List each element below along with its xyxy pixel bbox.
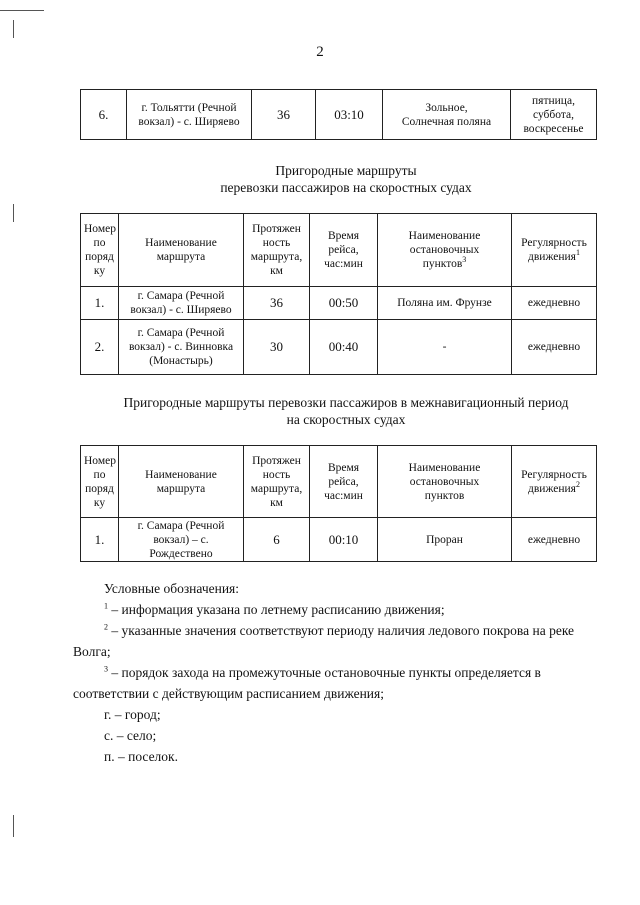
route-length: 30 bbox=[244, 320, 310, 375]
route-length: 6 bbox=[244, 518, 310, 562]
route-length: 36 bbox=[244, 287, 310, 320]
stops: Зольное, Солнечная поляна bbox=[383, 90, 511, 140]
route-name: г. Тольятти (Речной вокзал) - с. Ширяево bbox=[127, 90, 252, 140]
footnote-ref-2: 2 bbox=[575, 479, 580, 489]
header-length: Протяжен ность маршрута, км bbox=[244, 214, 310, 287]
stops: Проран bbox=[378, 518, 512, 562]
header-length: Протяжен ность маршрута, км bbox=[244, 446, 310, 518]
trip-time: 00:40 bbox=[310, 320, 378, 375]
footnote-ref-1: 1 bbox=[575, 248, 580, 258]
route-length: 36 bbox=[252, 90, 316, 140]
legend-city: г. – город; bbox=[104, 707, 161, 722]
trip-time: 00:10 bbox=[310, 518, 378, 562]
trip-time: 00:50 bbox=[310, 287, 378, 320]
section-title-speed-vessels: Пригородные маршруты перевозки пассажиров на скоростных судах bbox=[220, 163, 472, 195]
header-trip-time: Время рейса, час:мин bbox=[310, 214, 378, 287]
legend-note-3: $^3$ – порядок захода на промежуточные остановочные пункты определяется в соответствии с действующим расписанием движения; bbox=[73, 664, 541, 701]
row-number: 1. bbox=[81, 287, 119, 320]
legend-note-2: $^2$ – указанные значения соответствуют периоду наличия ледового покрова на реке Волга; bbox=[73, 622, 575, 659]
legend bbox=[73, 578, 593, 767]
header-trip-time: Время рейса, час:мин bbox=[310, 446, 378, 518]
regularity: ежедневно bbox=[512, 320, 597, 375]
header-number: Номер по поряд ку bbox=[81, 446, 119, 518]
table-header-row bbox=[81, 446, 597, 518]
trip-time: 03:10 bbox=[316, 90, 383, 140]
top-route-table bbox=[80, 89, 597, 140]
legend-note-1: $^1$ – информация указана по летнему расписанию движения; bbox=[104, 601, 445, 617]
regularity: пятница, суббота, воскресенье bbox=[511, 90, 597, 140]
winter-period-table bbox=[80, 445, 597, 562]
legend-title: Условные обозначения: bbox=[104, 581, 240, 596]
scan-edge-mark-left-1 bbox=[13, 20, 14, 38]
stops: - bbox=[378, 320, 512, 375]
header-regularity: Регулярность движения$^2$ bbox=[512, 446, 597, 518]
header-regularity: Регулярность движения$^1$ bbox=[512, 214, 597, 287]
route-name: г. Самара (Речной вокзал) - с. Винновка (Монастырь) bbox=[119, 320, 244, 375]
row-number: 2. bbox=[81, 320, 119, 375]
table-row bbox=[81, 90, 597, 140]
regularity: ежедневно bbox=[512, 518, 597, 562]
table-row bbox=[81, 320, 597, 375]
route-name: г. Самара (Речной вокзал) – с. Рождествено bbox=[119, 518, 244, 562]
table-row bbox=[81, 518, 597, 562]
legend-village: с. – село; bbox=[104, 728, 157, 743]
legend-settlement: п. – поселок. bbox=[104, 749, 178, 764]
scan-edge-mark-top bbox=[0, 10, 44, 11]
table-header-row bbox=[81, 214, 597, 287]
stops: Поляна им. Фрунзе bbox=[378, 287, 512, 320]
route-name: г. Самара (Речной вокзал) - с. Ширяево bbox=[119, 287, 244, 320]
scan-edge-mark-left-3 bbox=[13, 815, 14, 837]
section-title-winter-period: Пригородные маршруты перевозки пассажиров в межнавигационный период на скоростных судах bbox=[123, 395, 569, 427]
regularity: ежедневно bbox=[512, 287, 597, 320]
speed-vessels-table bbox=[80, 213, 597, 375]
header-number: Номер по поряд ку bbox=[81, 214, 119, 287]
scan-edge-mark-left-2 bbox=[13, 204, 14, 222]
header-route-name: Наименование маршрута bbox=[119, 446, 244, 518]
footnote-ref-3: 3 bbox=[462, 255, 467, 265]
header-route-name: Наименование маршрута bbox=[119, 214, 244, 287]
table-row bbox=[81, 287, 597, 320]
page-number: 2 bbox=[316, 44, 324, 60]
row-number: 1. bbox=[81, 518, 119, 562]
header-stops: Наименование остановочных пунктов$^3$ bbox=[378, 214, 512, 287]
row-number: 6. bbox=[81, 90, 127, 140]
header-stops: Наименование остановочных пунктов bbox=[378, 446, 512, 518]
